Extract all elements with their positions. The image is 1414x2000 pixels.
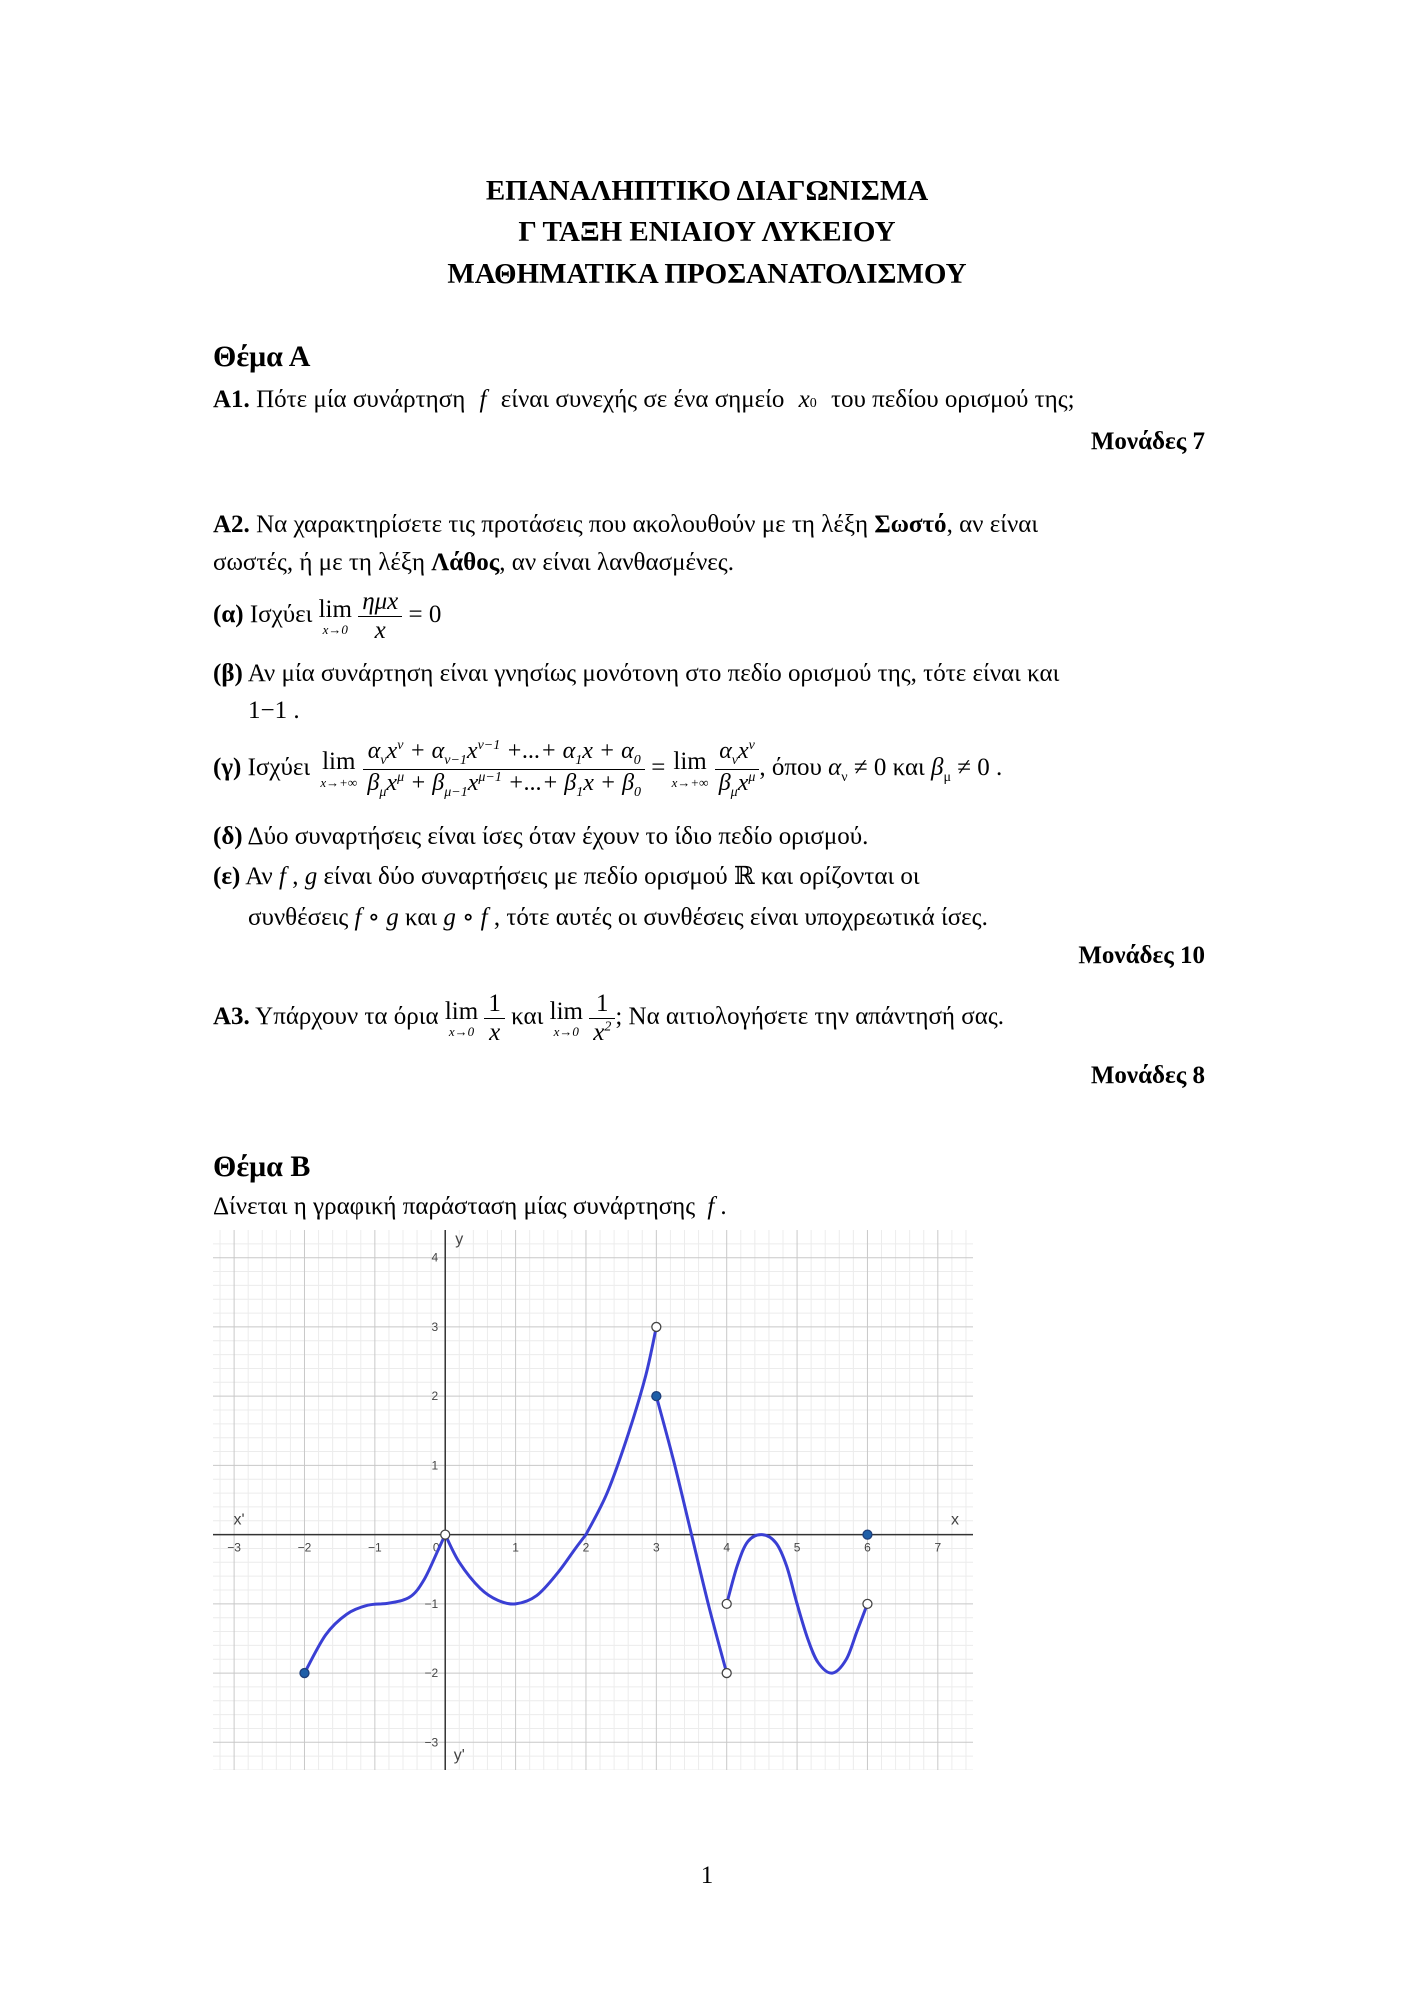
a2-item-beta: [213, 660, 1059, 688]
x-tick-label: 0: [432, 1540, 440, 1555]
a3-limit-1: lim x→0: [444, 997, 479, 1039]
delta-text: Δύο συναρτήσεις είναι ίσες όταν έχουν το ίδιο πεδίο ορισμού.: [247, 823, 869, 850]
x-axis-neg-label: x': [233, 1511, 245, 1529]
alpha-rhs: = 0: [408, 601, 442, 629]
alpha-limit: lim x→0: [318, 595, 352, 637]
filled-point: [863, 1530, 872, 1539]
a2-label: Α2.: [213, 511, 250, 538]
x-axis-label: x: [951, 1511, 959, 1529]
y-axis-label: y: [455, 1231, 464, 1248]
a3-fraction-2: $\frac{1}{x^2}$: [589, 990, 615, 1047]
x-tick-label: 3: [652, 1540, 660, 1555]
a2-word-correct: Σωστό: [874, 511, 947, 538]
question-a3: [213, 990, 1004, 1047]
a2-word-wrong: Λάθος: [431, 549, 500, 576]
a2-item-epsilon: [213, 861, 920, 891]
a2-intro1-a: Να χαρακτηρίσετε τις προτάσεις που ακολουθούν με τη λέξη: [256, 511, 869, 538]
filled-point: [300, 1669, 309, 1678]
x-tick-label: 7: [934, 1540, 942, 1555]
header-line-3: ΜΑΘΗΜΑΤΙΚΑ ΠΡΟΣΑΝΑΤΟΛΙΣΜΟΥ: [447, 258, 967, 290]
theme-b-f: f: [707, 1193, 715, 1220]
gamma-fraction: $\frac{\alpha_\nu x^\nu + \alpha_{\nu-1}x^{\nu-1} +...+ \alpha_1x + \alpha_0}{\beta_\mu x^\mu + \beta_{\mu-1}x^{\mu-1} +...+ \beta_1x + \beta_0}$: [363, 738, 645, 801]
y-tick-label: 3: [431, 1319, 439, 1334]
open-point: [722, 1599, 731, 1608]
a2-intro2-b: , αν είναι λανθασμένες.: [499, 549, 734, 576]
y-tick-label: 4: [431, 1250, 439, 1265]
a2-intro-line-2: [213, 549, 734, 577]
a3-limit-2: lim x→0: [549, 997, 583, 1039]
graph-major-grid: [213, 1230, 973, 1770]
a1-marks: Μονάδες 7: [1090, 428, 1205, 455]
a1-text-before: Πότε μία συνάρτηση: [256, 386, 466, 413]
header-line-2: Γ ΤΑΞΗ ΕΝΙΑΙΟΥ ΛΥΚΕΙΟΥ: [518, 216, 896, 248]
epsilon-label: (ε): [213, 863, 241, 890]
theme-a-title: Θέμα Α: [213, 340, 311, 373]
a2-item-gamma: [213, 738, 1002, 801]
beta-label: (β): [213, 660, 243, 687]
y-tick-label: −3: [424, 1735, 439, 1750]
function-graph: [213, 1230, 973, 1770]
epsilon-line-2: συνθέσεις f ∘ g και g ∘ f , τότε αυτές οι συνθέσεις είναι υποχρεωτικά ίσες.: [248, 904, 988, 931]
x-tick-label: 6: [864, 1540, 871, 1555]
x-tick-label: 5: [793, 1540, 801, 1555]
a1-f: f: [479, 386, 487, 413]
a3-label: Α3.: [213, 1003, 250, 1031]
a3-and: και: [511, 1003, 544, 1031]
delta-label: (δ): [213, 823, 243, 850]
y-tick-label: 2: [431, 1389, 439, 1404]
a1-text-after: του πεδίου ορισμού της;: [831, 386, 1075, 413]
y-tick-label: 1: [431, 1458, 439, 1473]
alpha-text: Ισχύει: [249, 601, 313, 629]
epsilon-line-1: Αν f , g είναι δύο συναρτήσεις με πεδίο ορισμού ℝ και ορίζονται οι: [245, 863, 920, 890]
a2-item-delta: [213, 823, 868, 851]
a2-intro1-b: , αν είναι: [946, 511, 1039, 538]
x-tick-label: −3: [227, 1540, 241, 1555]
gamma-condition: , όπου $\alpha_\nu \ne 0$ και $\beta_\mu \ne 0$ .: [759, 754, 1003, 786]
graph-axes: [213, 1230, 973, 1770]
gamma-eq: =: [651, 754, 666, 782]
a3-text-after: ; Να αιτιολογήσετε την απάντησή σας.: [615, 1003, 1004, 1031]
y-axis-neg-label: y': [453, 1747, 465, 1764]
x-tick-label: −1: [368, 1540, 382, 1555]
graph-tick-labels: [227, 1231, 959, 1764]
a2-item-alpha: [213, 588, 441, 645]
a1-label: Α1.: [213, 386, 250, 413]
a2-intro-line-1: [213, 511, 1038, 539]
a1-text-mid: είναι συνεχής σε ένα σημείο: [500, 386, 785, 413]
function-curve: [586, 1327, 656, 1535]
header-line-1: ΕΠΑΝΑΛΗΠΤΙΚΟ ΔΙΑΓΩΝΙΣΜΑ: [485, 175, 929, 207]
open-point: [441, 1530, 450, 1539]
filled-point: [652, 1392, 661, 1401]
gamma-text: Ισχύει: [247, 754, 311, 782]
question-a1: [213, 386, 1075, 414]
gamma-limit: lim x→+∞: [320, 748, 358, 790]
x-tick-label: 4: [723, 1540, 731, 1555]
x-tick-label: 1: [512, 1540, 519, 1555]
y-tick-label: −1: [424, 1596, 439, 1611]
theme-b-intro: Δίνεται η γραφική παράσταση μίας συνάρτησης f .: [213, 1193, 727, 1220]
x-tick-label: 2: [582, 1540, 590, 1555]
a1-x0-sub: 0: [809, 396, 817, 411]
gamma-label: (γ): [213, 754, 242, 782]
a3-fraction-1: $\frac{1}{x}$: [484, 990, 505, 1047]
open-point: [863, 1599, 872, 1608]
a3-text-before: Υπάρχουν τα όρια: [255, 1003, 439, 1031]
a3-marks: Μονάδες 8: [1090, 1062, 1205, 1089]
alpha-label: (α): [213, 601, 244, 629]
a2-marks: Μονάδες 10: [1078, 942, 1205, 969]
beta-line-2: 1−1 .: [248, 697, 300, 724]
a1-x0: x: [798, 386, 810, 413]
gamma-fraction-2: $\frac{\alpha_\nu x^\nu}{\beta_\mu x^\mu}$: [715, 738, 760, 801]
y-tick-label: −2: [424, 1666, 439, 1681]
open-point: [652, 1322, 661, 1331]
open-point: [722, 1669, 731, 1678]
page-number: 1: [700, 1862, 714, 1889]
beta-line-1: Αν μία συνάρτηση είναι γνησίως μονότονη στο πεδίο ορισμού της, τότε είναι και: [247, 660, 1060, 687]
graph-minor-grid: [213, 1230, 973, 1770]
alpha-fraction: $\frac{\text{ημx}}{x}$: [358, 588, 402, 645]
theme-b-title: Θέμα Β: [213, 1150, 311, 1183]
a2-intro2-a: σωστές, ή με τη λέξη: [213, 549, 426, 576]
x-tick-label: −2: [297, 1540, 312, 1555]
gamma-limit-2: lim x→+∞: [671, 748, 709, 790]
